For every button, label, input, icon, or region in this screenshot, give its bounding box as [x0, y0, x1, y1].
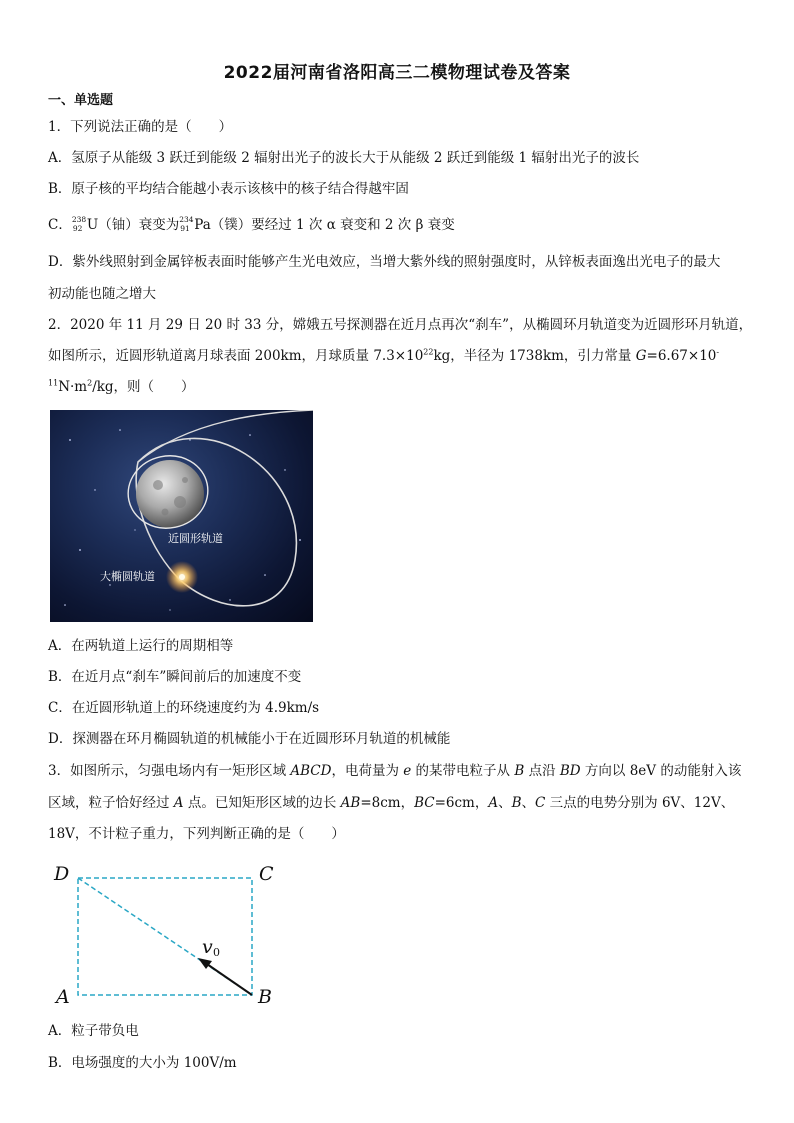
- q1-c-pa-text: Pa（镤）要经过 1 次 α 衰变和 2 次 β 衰变: [194, 217, 455, 233]
- q2-option-c: C．在近圆形轨道上的环绕速度约为 4.9km/s: [48, 700, 320, 716]
- q1-option-d-line2: 初动能也随之增大: [48, 286, 156, 302]
- q3-text: 、: [521, 795, 536, 811]
- q3-text: 区域，粒子恰好经过: [48, 795, 174, 811]
- q2-option-d: D．探测器在环月椭圆轨道的机械能小于在近圆形环月轨道的机械能: [48, 731, 451, 747]
- q3-option-b: B．电场强度的大小为 100V/m: [48, 1055, 237, 1071]
- rectangle-field-diagram: [52, 858, 292, 1008]
- q3-a: A: [173, 795, 184, 811]
- q1-option-c: [48, 216, 455, 234]
- q2-mass-exponent: 22: [423, 347, 434, 357]
- section-heading: 一、单选题: [48, 93, 114, 108]
- q2-text: 如图所示，近圆形轨道离月球表面 200km，月球质量 7.3×10: [48, 348, 424, 364]
- q2-unit-exponent: 2: [87, 378, 93, 388]
- q1-c-prefix: C．: [48, 217, 72, 233]
- q3-option-a: A．粒子带负电: [48, 1023, 139, 1039]
- u-mass-number: 238: [71, 215, 87, 224]
- moon-orbit-illustration: [50, 410, 313, 622]
- q3-point-c: C: [535, 795, 546, 811]
- q3-text: =8cm，: [360, 795, 415, 811]
- q3-text: 3．如图所示，匀强电场内有一矩形区域: [48, 763, 291, 779]
- pa-mass-number: 234: [179, 215, 194, 224]
- q3-point-a: A: [488, 795, 499, 811]
- q2-stem-line1: 2．2020 年 11 月 29 日 20 时 33 分，嫦娥五号探测器在近月点再次“刹车”，从椭圆环月轨道变为近圆形环月轨道，: [48, 317, 753, 333]
- label-c: C: [259, 863, 274, 885]
- q1-c-u-text: U（铀）衰变为: [86, 217, 180, 233]
- q3-text: 三点的电势分别为 6V、12V、: [545, 795, 735, 811]
- u-charge-number: 92: [72, 224, 83, 233]
- q3-text: 、: [498, 795, 512, 811]
- q1-stem: 1．下列说法正确的是（ ）: [48, 119, 233, 135]
- q3-text: 方向以 8eV 的动能射入该: [580, 763, 742, 779]
- q1-option-d-line1: D．紫外线照射到金属锌板表面时能够产生光电效应，当增大紫外线的照射强度时，从锌板表面逸出光电子的最大: [48, 254, 721, 270]
- near-orbit-label: 近圆形轨道: [168, 532, 223, 545]
- q1-option-b: B．原子核的平均结合能越小表示该核中的核子结合得越牢固: [48, 181, 409, 197]
- q2-g-symbol: G: [635, 348, 647, 364]
- q3-text: ，电荷量为: [331, 763, 404, 779]
- q2-unit: N·m: [58, 379, 88, 395]
- q3-b: B: [514, 763, 525, 779]
- big-orbit-label: 大椭圆轨道: [100, 570, 155, 583]
- velocity-arrowhead: [198, 958, 212, 969]
- label-v: v: [202, 936, 213, 958]
- page-title: 2022届河南省洛阳高三二模物理试卷及答案: [223, 63, 571, 83]
- q3-text: 点沿: [524, 763, 560, 779]
- q3-bd: BD: [559, 763, 581, 779]
- q3-point-b: B: [511, 795, 522, 811]
- q3-e: e: [403, 763, 412, 779]
- q2-text: kg，半径为 1738km，引力常量: [433, 348, 636, 364]
- q3-text: 点。已知矩形区域的边长: [183, 795, 341, 811]
- q2-stem-line2: [48, 347, 719, 365]
- moon-orbit-image: [50, 410, 313, 622]
- q3-stem-line2: [48, 794, 734, 812]
- orbit-tail: [138, 410, 313, 462]
- protactinium-isotope: [179, 216, 193, 234]
- pa-charge-number: 91: [180, 224, 190, 233]
- label-v-sub: 0: [213, 946, 220, 959]
- q3-text: 的某带电粒子从: [411, 763, 515, 779]
- q2-exponent-dash: -: [716, 347, 720, 357]
- q3-stem-line1: [48, 762, 741, 780]
- label-a: A: [56, 986, 70, 1008]
- q3-stem-line3: 18V，不计粒子重力，下列判断正确的是（ ）: [48, 826, 345, 842]
- q1-option-a: A．氢原子从能级 3 跃迁到能级 2 辐射出光子的波长大于从能级 2 跃迁到能级 1 辐射出光子的波长: [48, 150, 640, 166]
- q3-ab: AB: [340, 795, 361, 811]
- q2-option-a: A．在两轨道上运行的周期相等: [48, 638, 234, 654]
- q2-text: =6.67×10: [646, 348, 717, 364]
- q2-g-exponent: 11: [48, 378, 59, 388]
- q2-text: /kg，则（ ）: [92, 379, 195, 395]
- q3-bc: BC: [414, 795, 435, 811]
- velocity-arrow-line: [204, 962, 252, 995]
- uranium-isotope: [72, 216, 86, 234]
- label-d: D: [54, 863, 70, 885]
- q3-abcd: ABCD: [290, 763, 332, 779]
- q3-text: =6cm，: [434, 795, 489, 811]
- q2-stem-line3: [48, 378, 195, 396]
- q2-option-b: B．在近月点“刹车”瞬间前后的加速度不变: [48, 669, 302, 685]
- label-b: B: [258, 986, 272, 1008]
